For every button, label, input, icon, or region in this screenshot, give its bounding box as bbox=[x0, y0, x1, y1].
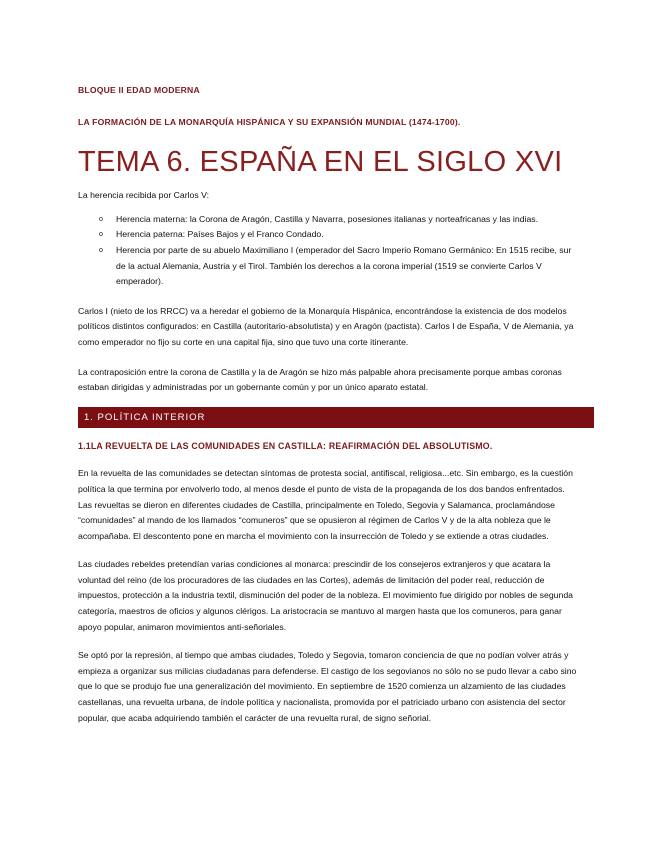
paragraph: La contraposición entre la corona de Castilla y la de Aragón se hizo más palpable ahora precisamente porque ambas coronas estaban dirigidas y administradas por un gobernante común y por un único aparato estatal. bbox=[78, 366, 562, 393]
paragraph: Se optó por la represión, al tiempo que ambas ciudades, Toledo y Segovia, tomaron conciencia de que no podían volver atrás y empieza a organizar sus milicias ciudadanas para defenderse. El castigo de los segovianos no sólo no se pudo llevar a cabo sino que lo que se produjo fue una generalización del movimiento. En septiembre de 1520 comienza un alzamiento de las ciudades castellanas, una revuelta urbana, de índole política y nacionalista, promovida por el patriciado urbano con asistencia del sector popular, que acaba adquiriendo también el carácter de una revuelta rural, de signo señorial. bbox=[78, 650, 577, 723]
bullet-circle-icon: o bbox=[99, 215, 103, 223]
bullet-circle-icon: o bbox=[99, 246, 103, 254]
list-item-text: Herencia paterna: Países Bajos y el Franco Condado. bbox=[116, 229, 324, 240]
list-item bbox=[99, 212, 578, 228]
page-title: TEMA 6. ESPAÑA EN EL SIGLO XVI bbox=[78, 146, 563, 179]
block-label: BLOQUE II EDAD MODERNA bbox=[78, 85, 200, 95]
unit-subtitle: LA FORMACIÓN DE LA MONARQUÍA HISPÁNICA Y SU EXPANSIÓN MUNDIAL (1474-1700). bbox=[78, 116, 461, 127]
paragraph: En la revuelta de las comunidades se detectan síntomas de protesta social, antifiscal, religiosa...etc. Sin embargo, es la cuestión política la que termina por envolverlo todo, al menos desde el punto de vista de la propaganda de los dos bandos enfrentados. Las revueltas se dieron en diferentes ciudades de Castilla, principalmente en Toledo, Segovia y Salamanca, proclamándose “comunidades” al mando de los llamados “comuneros” que se opusieron al régimen de Carlos V y de la alta nobleza que le acompañaba. El descontento pone en marcha el movimiento con la insurrección de Toledo y se extiende a otras ciudades. bbox=[78, 468, 573, 541]
intro-text: La herencia recibida por Carlos V: bbox=[78, 190, 210, 201]
subsection-heading: 1.1LA REVUELTA DE LAS COMUNIDADES EN CASTILLA: REAFIRMACIÓN DEL ABSOLUTISMO. bbox=[78, 440, 493, 451]
list-item bbox=[99, 243, 578, 290]
list-item bbox=[99, 227, 578, 243]
document-content bbox=[78, 78, 578, 726]
list-item-text: Herencia materna: la Corona de Aragón, Castilla y Navarra, posesiones italianas y norteafricanas y las indias. bbox=[116, 213, 539, 224]
paragraph: Carlos I (nieto de los RRCC) va a heredar el gobierno de la Monarquía Hispánica, encontrándose la existencia de dos modelos políticos distintos configurados: en Castilla (autoritario-absolutista) y en Aragón (pactista). Carlos I de España, V de Alemania, ya como emperador no fijo su corte en una capital fija, sino que tuvo una corte itinerante. bbox=[78, 305, 574, 347]
inheritance-list bbox=[78, 212, 578, 290]
paragraph: Las ciudades rebeldes pretendían varias condiciones al monarca: prescindir de los consejeros extranjeros y que acatara la voluntad del reino (de los procuradores de las ciudades en las Cortes), además de limitación del poder real, reducción de impuestos, protección a la industria textil, disminución del poder de la nobleza. El movimiento fue dirigido por nobles de segunda categoría, maestros de oficios y algunos clérigos. La aristocracia se mantuvo al margen hasta que los comuneros, para ganar apoyo popular, animaron movimientos anti-señoriales. bbox=[78, 559, 573, 632]
section-heading: 1. POLÍTICA INTERIOR bbox=[78, 407, 594, 428]
bullet-circle-icon: o bbox=[99, 231, 103, 239]
list-item-text: Herencia por parte de su abuelo Maximiliano I (emperador del Sacro Imperio Romano Germánico: En 1515 recibe, sur de la actual Alemania, Austria y el Tirol. También los derechos a la corona imperial (1519 se convierte Carlos V emperador). bbox=[116, 244, 572, 287]
